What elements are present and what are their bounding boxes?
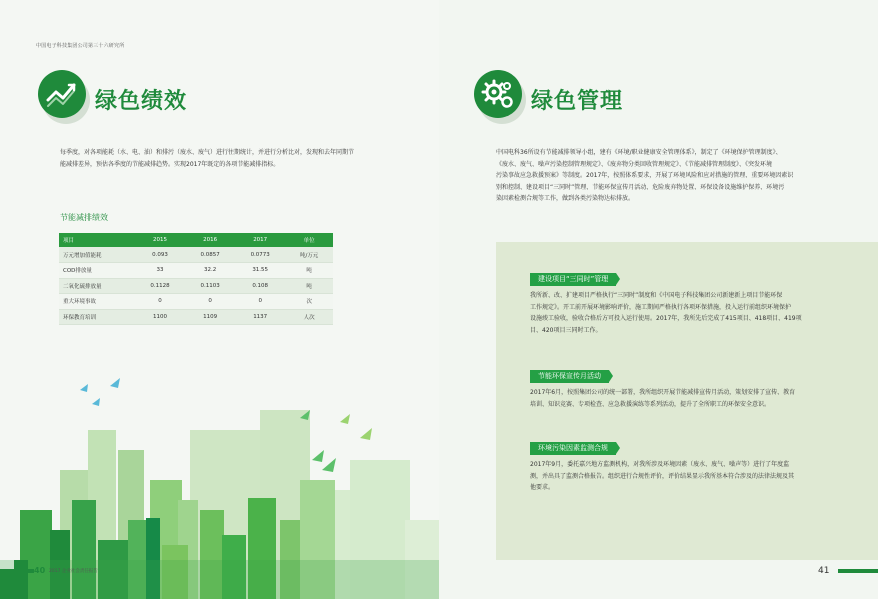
column-header: 单位: [285, 233, 333, 247]
table-cell: 次: [285, 294, 333, 310]
left-intro-text: [60, 147, 400, 170]
table-cell: 33: [135, 263, 185, 279]
section-line: 测，并出具了监测合格报告。组织进行合规性评价，评价结果显示我所基本符合涉及的法律法规及其: [530, 472, 795, 480]
table-cell: 万元增加值能耗: [59, 247, 135, 263]
table-cell: 0.1128: [135, 278, 185, 294]
table-cell: 吨: [285, 263, 333, 279]
table-row: [59, 247, 333, 263]
table-header-row: [59, 233, 333, 247]
table-cell: 0.1103: [185, 278, 235, 294]
table-cell: 0: [135, 294, 185, 310]
page-number-left: 40: [34, 566, 46, 575]
section-line: 他要求。: [530, 484, 555, 491]
right-intro-text: [496, 147, 846, 205]
section-text-monitoring: [530, 459, 860, 494]
green-city-illustration: [0, 370, 439, 599]
table-row: [59, 294, 333, 310]
footer-report-title: 2017 企业社会责任报告: [49, 569, 98, 574]
table-cell: COD排放量: [59, 263, 135, 279]
table-cell: 0: [235, 294, 285, 310]
table-cell: 环保教育培训: [59, 309, 135, 325]
right-intro-line: 中国电科36所设有节能减排领导小组，建有《环境/职业健康安全管理体系》，制定了《环境保护管理制度》、: [496, 149, 782, 156]
table-cell: 吨: [285, 278, 333, 294]
table-cell: 32.2: [185, 263, 235, 279]
right-intro-line: 《废水、废气、噪声污染控制管理规定》、《废弃物分类回收管理规定》、《节能减排管理制度》、《突发环境: [496, 160, 773, 168]
section-line: 培训、知识竞赛、专项检查、应急救援演练等系列活动，提升了全所职工的环保安全意识。: [530, 400, 771, 408]
right-intro-line: 污染事故应急救援预案》等制度。2017年，按照体系要求，开展了环境风险和应对措施的管理、重要环境因素识: [496, 172, 794, 179]
column-header: 2016: [185, 233, 235, 247]
table-cell: 二氧化硫排放量: [59, 278, 135, 294]
section-line: 我所新、改、扩建项目严格执行“三同时”制度和《中国电子科技集团公司新建新上项目节能环保: [530, 292, 783, 299]
footer-bar-left: [0, 569, 34, 573]
table-row: [59, 309, 333, 325]
table-cell: 0.0773: [235, 247, 285, 263]
right-intro-line: 别和控制、建设项目“三同时”管理、节能环保宣传月活动、危险废弃物处置、环保设备设施维护保养、环境污: [496, 183, 785, 191]
table-cell: 0.093: [135, 247, 185, 263]
section-tag-monitoring: 环境污染因素监测合规: [530, 442, 616, 455]
table-cell: 1109: [185, 309, 235, 325]
section-text-three-simultaneous: [530, 290, 860, 336]
section-line: 目、420项目三同时工作。: [530, 326, 602, 334]
right-intro-line: 染因素检测合规等工作，做到各类污染物达标排放。: [496, 195, 635, 202]
section-line: 工作规定》。开工前开展环境影响评价，施工期间严格执行各项环保措施，投入运行前组织环境保护: [530, 303, 792, 311]
column-header: 2015: [135, 233, 185, 247]
table-cell: 重大环境事故: [59, 294, 135, 310]
left-intro-line: 每季度，对各项能耗（水、电、油）和排污（废水、废气）进行往期统计，并进行分析比对，发现和去年同期节: [60, 149, 355, 156]
table-cell: 1100: [135, 309, 185, 325]
table-row: [59, 263, 333, 279]
section-tag-promotion-month: 节能环保宣传月活动: [530, 370, 609, 383]
left-intro-line: 能减排差异，预估各季度的节能减排趋势。实现2017年既定的各项节能减排指标。: [60, 160, 280, 168]
header-org-text: 中国电子科技集团公司第三十六研究所: [36, 43, 125, 49]
left-section-title: 绿色绩效: [95, 89, 188, 114]
energy-performance-table: [59, 233, 333, 325]
performance-chart-icon: [38, 70, 86, 118]
section-tag-three-simultaneous: 建设项目“三同时”管理: [530, 273, 616, 286]
table-cell: 1137: [235, 309, 285, 325]
table-cell: 吨/万元: [285, 247, 333, 263]
table-cell: 0: [185, 294, 235, 310]
table-cell: 31.55: [235, 263, 285, 279]
table-cell: 人次: [285, 309, 333, 325]
column-header: 项目: [59, 233, 135, 247]
table-row: [59, 278, 333, 294]
section-line: 设施竣工验收，验收合格后方可投入运行使用。2017年，我所先后完成了415项目、418项目、419项: [530, 315, 802, 322]
page-number-right: 41: [818, 566, 830, 576]
section-line: 2017年9月，委托嘉兴地方监测机构，对我所涉及环境因素（废水、废气、噪声等）进行了年度监: [530, 461, 790, 468]
column-header: 2017: [235, 233, 285, 247]
footer-bar-right: [838, 569, 878, 573]
section-text-promotion-month: [530, 387, 860, 410]
table-title: 节能减排绩效: [60, 213, 108, 222]
table-cell: 0.0857: [185, 247, 235, 263]
right-section-title: 绿色管理: [531, 89, 624, 114]
section-line: 2017年6月，按照集团公司的统一部署，我所组织开展节能减排宣传月活动，策划安排了宣传、教育: [530, 389, 796, 396]
table-cell: 0.108: [235, 278, 285, 294]
gears-icon: [474, 70, 522, 118]
